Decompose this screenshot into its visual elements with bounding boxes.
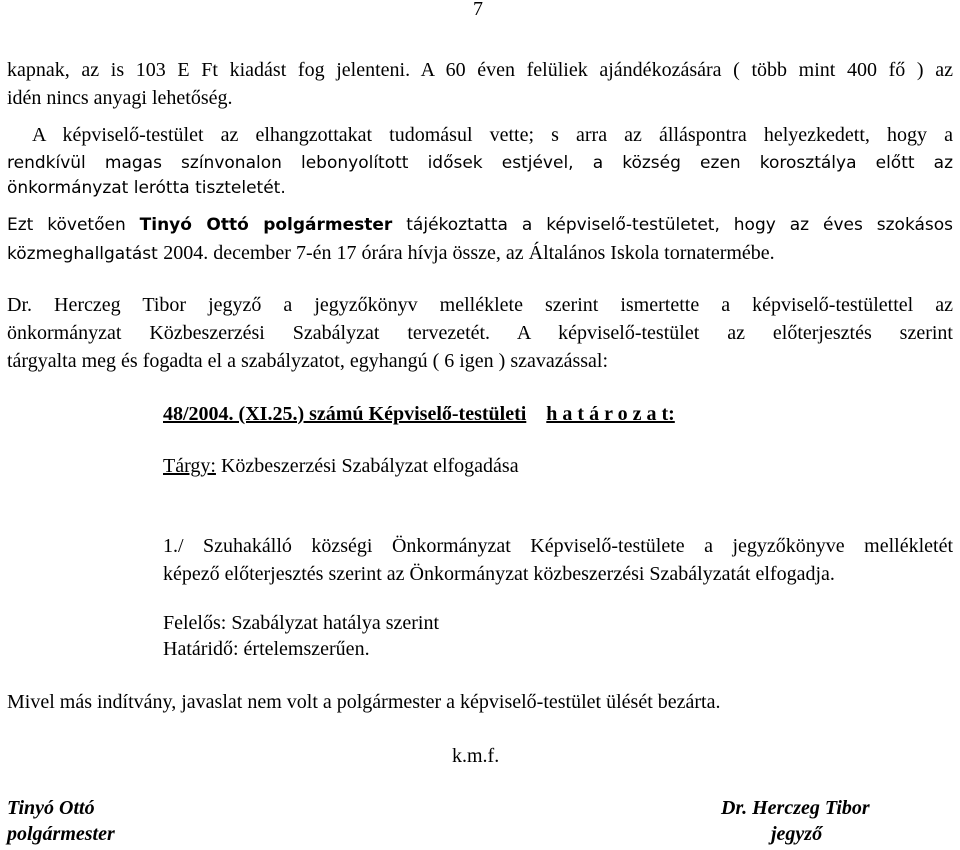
resolution-point-1-line-2: képező előterjesztés szerint az Önkormányzat közbeszerzési Szabályzatát elfogadja. — [163, 563, 835, 585]
p3-text: tájékoztatta a képviselő-testületet, hogy az éves szokásos — [406, 215, 954, 235]
paragraph-4-line-2: önkormányzat Közbeszerzési Szabályzat tervezetét. A képviselő-testület az előterjesztés szerint — [7, 322, 953, 344]
resolution-point-1-line-1: 1./ Szuhakálló községi Önkormányzat Képviselő-testülete a jegyzőkönyve mellékletét — [163, 535, 953, 557]
paragraph-2-line-3: önkormányzat lerótta tiszteletét. — [7, 178, 286, 198]
resolution-subject — [163, 455, 519, 478]
resolution-number: 48/2004. (XI.25.) számú Képviselő-testületi — [163, 403, 527, 425]
deadline: Határidő: értelemszerűen. — [163, 638, 370, 660]
signature-left-title: polgármester — [7, 823, 115, 845]
signature-right-title: jegyző — [771, 823, 823, 845]
p3-intro: Ezt követően — [7, 215, 126, 235]
paragraph-1-line-1: kapnak, az is 103 E Ft kiadást fog jelenteni. A 60 éven felüliek ajándékozására ( több mint 400 fő ) az — [7, 59, 953, 81]
subject-text: Közbeszerzési Szabályzat elfogadása — [220, 455, 519, 477]
resolution-heading — [163, 403, 675, 426]
signature-left-name: Tinyó Ottó — [7, 797, 95, 819]
paragraph-4-line-1: Dr. Herczeg Tibor jegyző a jegyzőkönyv melléklete szerint ismertette a képviselő-testülettel az — [7, 294, 953, 316]
paragraph-2-line-2: rendkívül magas színvonalon lebonyolított idősek estjével, a község ezen korosztálya előtt az — [7, 153, 953, 173]
page-number: 7 — [473, 0, 483, 20]
paragraph-3-line-1 — [7, 215, 953, 235]
kmf: k.m.f. — [452, 745, 500, 767]
paragraph-3-line-2 — [7, 242, 775, 265]
p3-line2-post: 2004. december 7-én 17 órára hívja össze, az Általános Iskola tornatermébe. — [163, 242, 775, 264]
paragraph-4-line-3: tárgyalta meg és fogadta el a szabályzatot, egyhangú ( 6 igen ) szavazással: — [7, 350, 609, 372]
responsible: Felelős: Szabályzat hatálya szerint — [163, 612, 440, 634]
closing-sentence: Mivel más indítvány, javaslat nem volt a polgármester a képviselő-testület ülését bezárta. — [7, 691, 721, 713]
paragraph-1-line-2: idén nincs anyagi lehetőség. — [7, 87, 233, 109]
paragraph-2-line-1: A képviselő-testület az elhangzottakat tudomásul vette; s arra az álláspontra helyezkedett, hogy a — [32, 124, 953, 146]
subject-label: Tárgy: — [163, 455, 216, 477]
signature-right-name: Dr. Herczeg Tibor — [721, 797, 870, 819]
mayor-name-inline: Tinyó Ottó polgármester — [139, 215, 393, 235]
resolution-word: h a t á r o z a t: — [546, 403, 675, 425]
p3-line2-pre: közmeghallgatást — [7, 244, 158, 264]
